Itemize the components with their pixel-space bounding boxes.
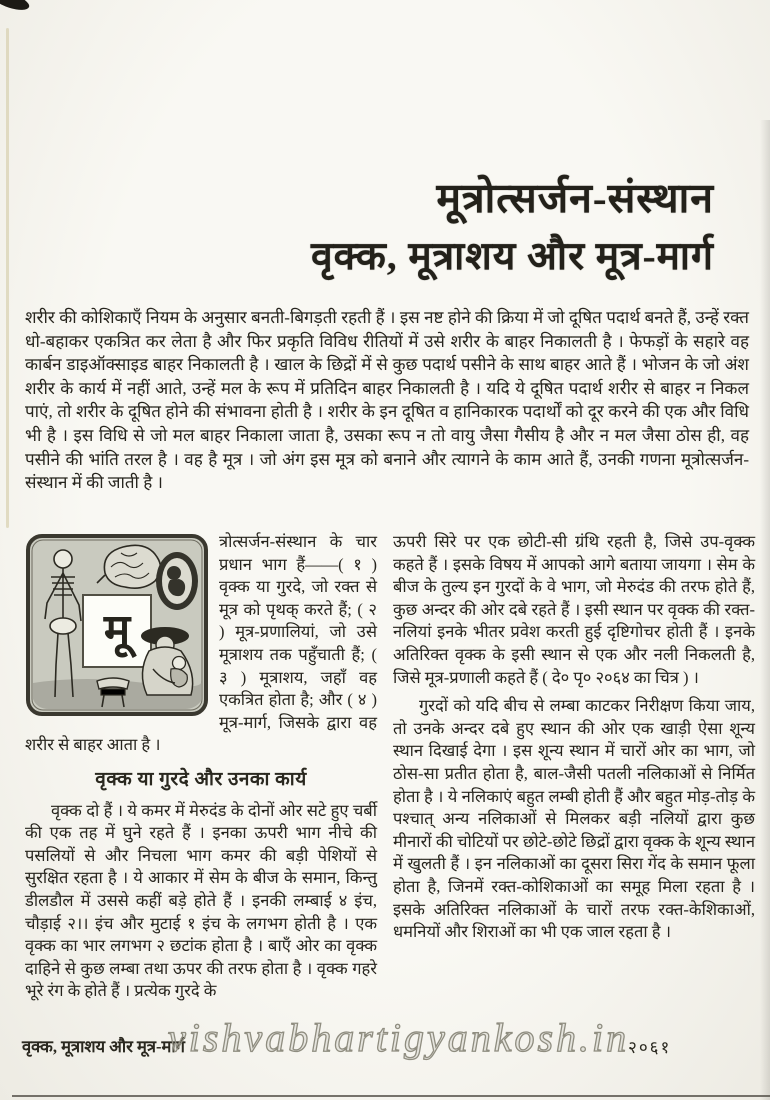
- page-number: २०६१: [628, 1038, 672, 1057]
- running-title: वृक्क, मूत्राशय और मूत्र-मार्ग: [22, 1037, 185, 1056]
- intro-section: [25, 306, 749, 495]
- site-watermark: vishvabhartigyankosh.in: [168, 1015, 630, 1060]
- anatomy-collage-illustration: [25, 533, 209, 717]
- kidney-description-paragraph: वृक्क दो हैं । ये कमर में मेरुदंड के दोनों ओर सटे हुए चर्बी की एक तह में घुने रहते हैं । इनका ऊपरी भाग नीचे की पसलियों से और निचला भाग कमर की बड़ी पेशियों से सुरक्षित रहता है । ये आकार में सेम के बीज के समान, किन्तु डीलडौल में उससे कहीं बड़े होते हैं । इनकी लम्बाई ४ इंच, चौड़ाई २।। इंच और मुटाई १ इंच के लगभग होती है । एक वृक्क का भार लगभग २ छटांक होता है । बाएँ ओर का वृक्क दाहिने से कुछ लम्बा तथा ऊपर की तरफ होता है । वृक्क गहरे भूरे रंग के होते हैं । प्रत्येक गुरदे के: [25, 800, 377, 1001]
- drop-cap-letter: मू: [103, 606, 131, 655]
- article-title-main: मूत्रोत्सर्जन-संस्थान: [436, 175, 714, 221]
- urinary-parts-paragraph: त्रोत्सर्जन-संस्थान के चार प्रधान भाग हैं——( १ ) वृक्क या गुरदे, जो रक्त से मूत्र को पृथक् करते हैं; ( २ ) मूत्र-प्रणालियां, जो उसे मूत्राशय तक पहुँचाती हैं; ( ३ ) मूत्राशय, जहाँ वह एकत्रित होता है; और ( ४ ) मूत्र-मार्ग, जिसके द्वारा वह शरीर से बाहर आता है ।: [25, 532, 377, 755]
- anatomy-collage-figure: [25, 533, 209, 717]
- drop-cap-panel: [83, 595, 151, 667]
- scan-bottom-edge: [12, 1095, 770, 1097]
- left-column: [25, 531, 377, 1003]
- article-title-sub: वृक्क, मूत्राशय और मूत्र-मार्ग: [310, 235, 714, 278]
- adrenal-paragraph: ऊपरी सिरे पर एक छोटी-सी ग्रंथि रहती है, जिसे उप-वृक्क कहते हैं । इसके विषय में आपको आगे बताया जायगा । सेम के बीज के तुल्य इन गुरदों के वे भाग, जो मेरुदंड की तरफ होते हैं, कुछ अन्दर की ओर दबे रहते हैं । इसी स्थान पर वृक्क की रक्त-नलियां इनके भीतर प्रवेश करती हुई दृष्टिगोचर होती हैं । इनके अतिरिक्त वृक्क के इसी स्थान से एक और नली निकलती है, जिसे मूत्र-प्रणाली कहते हैं ( दे० पृ० २०६४ का चित्र ) ।: [393, 532, 755, 687]
- scan-edge-artifact: [6, 28, 9, 528]
- fetus-icon: [156, 552, 198, 610]
- article-title: [311, 168, 714, 286]
- scan-corner-artifact: [0, 0, 31, 14]
- right-column: [393, 531, 755, 1003]
- mother-and-child-icon: [141, 627, 193, 695]
- scan-shadow: [760, 120, 770, 1100]
- kidney-section-paragraph: गुरदों को यदि बीच से लम्बा काटकर निरीक्षण किया जाय, तो उनके अन्दर दबे हुए स्थान की ओर एक खाड़ी ऐसा शून्य स्थान दिखाई देगा । इस शून्य स्थान में चारों ओर का भाग, जो ठोस-सा प्रतीत होता है, बाल-जैसी पतली नलिकाओं से निर्मित होता है । ये नलिकाएं बहुत लम्बी होती हैं और बहुत मोड़-तोड़ के पश्चात् अन्य नलिकाओं से मिलकर बड़ी नलियों द्वारा कुछ मीनारों की चोटियों पर छोटे-छोटे छिद्रों द्वारा वृक्क के शून्य स्थान में खुलती हैं । इन नलिकाओं का दूसरा सिरा गेंद के समान फूला होता है, जिनमें रक्त-कोशिकाओं का समूह मिला रहता है । इसके अतिरिक्त नलिकाओं के चारों तरफ रक्त-केशिकाओं, धमनियों और शिराओं का भी एक जाल रहता है ।: [393, 696, 755, 942]
- section-heading: वृक्क या गुरदे और उनका कार्य: [95, 768, 307, 790]
- two-column-body: [25, 531, 755, 1003]
- intro-paragraph: शरीर की कोशिकाएँ नियम के अनुसार बनती-बिगड़ती रहती हैं । इस नष्ट होने की क्रिया में जो दूषित पदार्थ बनते हैं, उन्हें रक्त धो-बहाकर एकत्रित कर लेता है और फिर प्रकृति विविध रीतियों में उसे शरीर के बाहर निकालती है । फेफड़ों के सहारे वह कार्बन डाइऑक्साइड बाहर निकालती है । खाल के छिद्रों में से कुछ पदार्थ पसीने के साथ बाहर आते हैं । भोजन के जो अंश शरीर के कार्य में नहीं आते, उन्हें मल के रूप में प्रतिदिन बाहर निकालती है । यदि ये दूषित पदार्थ शरीर से बाहर न निकल पाएं, तो शरीर के दूषित होने की संभावना होती है । शरीर के इन दूषित व हानिकारक पदार्थों को दूर करने की एक और विधि भी है । इस विधि से जो मल बाहर निकाला जाता है, उसका रूप न तो वायु जैसा गैसीय है और न मल जैसा ठोस ही, वह पसीने की भांति तरल है । वह है मूत्र । जो अंग इस मूत्र को बनाने और त्यागने के काम आते हैं, उनकी गणना मूत्रोत्सर्जन-संस्थान में की जाती है ।: [25, 308, 749, 493]
